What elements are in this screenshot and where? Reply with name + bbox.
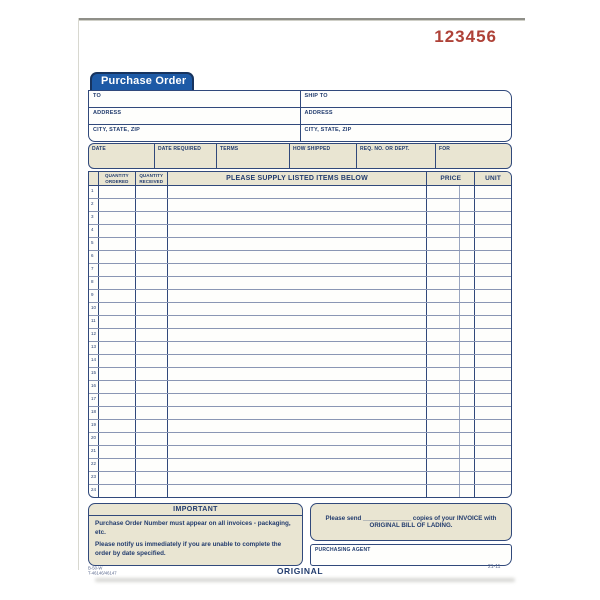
qty-received-cell bbox=[136, 420, 168, 432]
price-cell bbox=[427, 394, 475, 406]
qty-ordered-cell bbox=[99, 433, 136, 445]
qty-received-cell bbox=[136, 251, 168, 263]
row-number: 16 bbox=[89, 381, 99, 393]
unit-cell bbox=[475, 277, 511, 289]
unit-cell bbox=[475, 186, 511, 198]
table-row bbox=[89, 303, 511, 316]
unit-cell bbox=[475, 446, 511, 458]
price-cell bbox=[427, 329, 475, 341]
price-cents-divider bbox=[459, 472, 460, 484]
unit-cell bbox=[475, 316, 511, 328]
important-title: IMPORTANT bbox=[89, 504, 302, 516]
qty-received-cell bbox=[136, 342, 168, 354]
price-cents-divider bbox=[459, 199, 460, 211]
qty-received-cell bbox=[136, 238, 168, 250]
qty-ordered-cell bbox=[99, 368, 136, 380]
price-cell bbox=[427, 290, 475, 302]
qty-ordered-cell bbox=[99, 316, 136, 328]
paper-top-edge-highlight bbox=[78, 20, 525, 21]
item-description-cell bbox=[168, 407, 428, 419]
table-row bbox=[89, 381, 511, 394]
date-required-field: DATE REQUIRED bbox=[155, 144, 217, 168]
unit-cell bbox=[475, 485, 511, 497]
item-description-cell bbox=[168, 290, 428, 302]
price-cents-divider bbox=[459, 342, 460, 354]
row-number: 14 bbox=[89, 355, 99, 367]
item-description-cell bbox=[168, 472, 428, 484]
unit-cell bbox=[475, 368, 511, 380]
table-row bbox=[89, 186, 511, 199]
row-number: 4 bbox=[89, 225, 99, 237]
item-description-cell bbox=[168, 225, 428, 237]
table-row bbox=[89, 368, 511, 381]
item-description-cell bbox=[168, 251, 428, 263]
price-cents-divider bbox=[459, 355, 460, 367]
ship-to-field: SHIP TO bbox=[301, 91, 512, 108]
row-number: 23 bbox=[89, 472, 99, 484]
row-number: 21 bbox=[89, 446, 99, 458]
unit-cell bbox=[475, 342, 511, 354]
qty-received-cell bbox=[136, 186, 168, 198]
qty-received-cell bbox=[136, 277, 168, 289]
unit-header: UNIT bbox=[485, 175, 502, 182]
qty-ordered-cell bbox=[99, 459, 136, 471]
unit-cell bbox=[475, 264, 511, 276]
price-cents-divider bbox=[459, 290, 460, 302]
table-row bbox=[89, 264, 511, 277]
unit-cell bbox=[475, 303, 511, 315]
ship-address-field: ADDRESS bbox=[301, 108, 512, 125]
table-row bbox=[89, 342, 511, 355]
price-cell bbox=[427, 199, 475, 211]
unit-cell bbox=[475, 212, 511, 224]
price-cell bbox=[427, 225, 475, 237]
qty-ordered-cell bbox=[99, 420, 136, 432]
price-cell bbox=[427, 251, 475, 263]
item-description-cell bbox=[168, 368, 428, 380]
price-cell bbox=[427, 264, 475, 276]
table-row bbox=[89, 251, 511, 264]
price-cell bbox=[427, 355, 475, 367]
price-cents-divider bbox=[459, 368, 460, 380]
row-number: 7 bbox=[89, 264, 99, 276]
copy-designation: ORIGINAL bbox=[276, 566, 324, 576]
unit-cell bbox=[475, 381, 511, 393]
paper-bottom-shadow bbox=[95, 578, 515, 582]
important-line-2: Please notify us immediately if you are unable to complete the order by date specified. bbox=[95, 541, 282, 558]
price-cents-divider bbox=[459, 251, 460, 263]
page-title: Purchase Order bbox=[90, 72, 194, 91]
row-number: 24 bbox=[89, 485, 99, 497]
price-cents-divider bbox=[459, 264, 460, 276]
item-description-cell bbox=[168, 238, 428, 250]
price-cell bbox=[427, 186, 475, 198]
qty-ordered-cell bbox=[99, 472, 136, 484]
price-cents-divider bbox=[459, 212, 460, 224]
price-cell bbox=[427, 238, 475, 250]
item-description-cell bbox=[168, 186, 428, 198]
qty-ordered-cell bbox=[99, 264, 136, 276]
unit-cell bbox=[475, 329, 511, 341]
qty-received-cell bbox=[136, 407, 168, 419]
qty-received-cell bbox=[136, 368, 168, 380]
price-cell bbox=[427, 420, 475, 432]
unit-cell bbox=[475, 407, 511, 419]
qty-ordered-cell bbox=[99, 199, 136, 211]
qty-ordered-cell bbox=[99, 238, 136, 250]
price-cents-divider bbox=[459, 394, 460, 406]
item-description-cell bbox=[168, 446, 428, 458]
unit-cell bbox=[475, 238, 511, 250]
table-row bbox=[89, 212, 511, 225]
row-number: 22 bbox=[89, 459, 99, 471]
qty-ordered-cell bbox=[99, 251, 136, 263]
unit-cell bbox=[475, 420, 511, 432]
qty-ordered-cell bbox=[99, 407, 136, 419]
qty-received-cell bbox=[136, 199, 168, 211]
table-header bbox=[89, 172, 511, 186]
qty-ordered-cell bbox=[99, 212, 136, 224]
row-number: 11 bbox=[89, 316, 99, 328]
row-number: 19 bbox=[89, 420, 99, 432]
city-state-zip-field: CITY, STATE, ZIP bbox=[93, 127, 140, 133]
item-description-cell bbox=[168, 342, 428, 354]
row-number: 12 bbox=[89, 329, 99, 341]
unit-cell bbox=[475, 251, 511, 263]
table-row bbox=[89, 394, 511, 407]
qty-received-cell bbox=[136, 329, 168, 341]
how-shipped-field: HOW SHIPPED bbox=[290, 144, 357, 168]
unit-cell bbox=[475, 225, 511, 237]
unit-cell bbox=[475, 355, 511, 367]
qty-received-cell bbox=[136, 264, 168, 276]
price-cents-divider bbox=[459, 186, 460, 198]
row-number: 15 bbox=[89, 368, 99, 380]
qty-ordered-cell bbox=[99, 303, 136, 315]
qty-received-cell bbox=[136, 212, 168, 224]
price-cell bbox=[427, 316, 475, 328]
row-number: 10 bbox=[89, 303, 99, 315]
qty-received-cell bbox=[136, 485, 168, 497]
item-description-cell bbox=[168, 459, 428, 471]
price-cents-divider bbox=[459, 329, 460, 341]
unit-cell bbox=[475, 433, 511, 445]
price-cents-divider bbox=[459, 381, 460, 393]
to-field: TO bbox=[89, 91, 300, 108]
row-number: 6 bbox=[89, 251, 99, 263]
row-number: 20 bbox=[89, 433, 99, 445]
qty-received-header: QUANTITY RECEIVED bbox=[136, 172, 168, 185]
qty-received-cell bbox=[136, 394, 168, 406]
qty-received-cell bbox=[136, 355, 168, 367]
price-cents-divider bbox=[459, 420, 460, 432]
qty-ordered-cell bbox=[99, 225, 136, 237]
req-no-dept-field: REQ. NO. OR DEPT. bbox=[357, 144, 436, 168]
price-cell bbox=[427, 381, 475, 393]
address-block bbox=[88, 90, 512, 142]
price-cell bbox=[427, 342, 475, 354]
qty-ordered-cell bbox=[99, 355, 136, 367]
qty-ordered-header: QUANTITY ORDERED bbox=[99, 172, 136, 185]
table-body bbox=[89, 186, 511, 497]
item-description-cell bbox=[168, 433, 428, 445]
table-row bbox=[89, 238, 511, 251]
price-header: PRICE bbox=[427, 172, 475, 185]
for-field: FOR bbox=[439, 146, 451, 152]
qty-ordered-cell bbox=[99, 290, 136, 302]
paper-left-edge bbox=[78, 18, 79, 570]
price-cell bbox=[427, 446, 475, 458]
price-cell bbox=[427, 368, 475, 380]
price-cell bbox=[427, 472, 475, 484]
item-description-cell bbox=[168, 212, 428, 224]
qty-ordered-cell bbox=[99, 186, 136, 198]
footer-right-code: 21-11 bbox=[488, 564, 501, 570]
important-line-1: Purchase Order Number must appear on all invoices - packaging, etc. bbox=[95, 520, 291, 537]
price-cents-divider bbox=[459, 446, 460, 458]
row-number: 17 bbox=[89, 394, 99, 406]
qty-received-cell bbox=[136, 446, 168, 458]
qty-received-cell bbox=[136, 225, 168, 237]
price-cell bbox=[427, 212, 475, 224]
price-cents-divider bbox=[459, 459, 460, 471]
table-row bbox=[89, 277, 511, 290]
row-number: 1 bbox=[89, 186, 99, 198]
qty-ordered-cell bbox=[99, 277, 136, 289]
important-box bbox=[88, 503, 303, 566]
form-number: 123456 bbox=[434, 27, 497, 46]
price-cell bbox=[427, 485, 475, 497]
price-cell bbox=[427, 303, 475, 315]
price-cents-divider bbox=[459, 316, 460, 328]
purchasing-agent-field: PURCHASING AGENT bbox=[310, 544, 512, 566]
row-number: 13 bbox=[89, 342, 99, 354]
order-detail-row bbox=[88, 143, 512, 169]
row-number: 9 bbox=[89, 290, 99, 302]
table-row bbox=[89, 446, 511, 459]
table-row bbox=[89, 472, 511, 485]
price-cents-divider bbox=[459, 303, 460, 315]
unit-cell bbox=[475, 199, 511, 211]
price-cell bbox=[427, 277, 475, 289]
qty-ordered-cell bbox=[99, 342, 136, 354]
item-description-cell bbox=[168, 394, 428, 406]
row-number: 2 bbox=[89, 199, 99, 211]
qty-received-cell bbox=[136, 472, 168, 484]
table-row bbox=[89, 225, 511, 238]
item-description-cell bbox=[168, 303, 428, 315]
price-cents-divider bbox=[459, 485, 460, 497]
qty-received-cell bbox=[136, 303, 168, 315]
address-field: ADDRESS bbox=[89, 108, 300, 125]
footer-left-code: B-50-W T-46146/46147 bbox=[88, 566, 117, 577]
price-cell bbox=[427, 433, 475, 445]
price-cents-divider bbox=[459, 238, 460, 250]
qty-received-cell bbox=[136, 290, 168, 302]
bill-to-column bbox=[89, 91, 301, 141]
item-description-cell bbox=[168, 264, 428, 276]
row-number: 8 bbox=[89, 277, 99, 289]
item-description-cell bbox=[168, 355, 428, 367]
row-number: 18 bbox=[89, 407, 99, 419]
item-description-cell bbox=[168, 316, 428, 328]
item-description-cell bbox=[168, 485, 428, 497]
date-field: DATE bbox=[89, 144, 155, 168]
table-row bbox=[89, 407, 511, 420]
price-cell bbox=[427, 459, 475, 471]
row-number: 3 bbox=[89, 212, 99, 224]
price-cell bbox=[427, 407, 475, 419]
qty-ordered-cell bbox=[99, 394, 136, 406]
items-table bbox=[88, 171, 512, 498]
qty-received-cell bbox=[136, 316, 168, 328]
row-number-header bbox=[89, 172, 99, 185]
qty-received-cell bbox=[136, 381, 168, 393]
item-description-cell bbox=[168, 199, 428, 211]
table-row bbox=[89, 459, 511, 472]
unit-cell bbox=[475, 459, 511, 471]
unit-cell bbox=[475, 394, 511, 406]
qty-ordered-cell bbox=[99, 485, 136, 497]
item-description-cell bbox=[168, 329, 428, 341]
unit-cell bbox=[475, 472, 511, 484]
item-description-cell bbox=[168, 420, 428, 432]
ship-to-column bbox=[301, 91, 512, 141]
table-row bbox=[89, 485, 511, 497]
qty-ordered-cell bbox=[99, 446, 136, 458]
terms-field: TERMS bbox=[217, 144, 290, 168]
price-cents-divider bbox=[459, 407, 460, 419]
price-cents-divider bbox=[459, 225, 460, 237]
table-row bbox=[89, 199, 511, 212]
qty-received-cell bbox=[136, 459, 168, 471]
item-description-cell bbox=[168, 381, 428, 393]
table-row bbox=[89, 316, 511, 329]
invoice-note-box: Please send ______________ copies of your INVOICE with ORIGINAL BILL OF LADING. bbox=[310, 503, 512, 541]
row-number: 5 bbox=[89, 238, 99, 250]
qty-received-cell bbox=[136, 433, 168, 445]
item-description-cell bbox=[168, 277, 428, 289]
table-row bbox=[89, 433, 511, 446]
table-row bbox=[89, 420, 511, 433]
table-row bbox=[89, 355, 511, 368]
table-row bbox=[89, 329, 511, 342]
qty-ordered-cell bbox=[99, 329, 136, 341]
unit-cell bbox=[475, 290, 511, 302]
important-text bbox=[89, 516, 302, 559]
ship-city-state-zip-field: CITY, STATE, ZIP bbox=[304, 127, 352, 133]
price-cents-divider bbox=[459, 277, 460, 289]
table-row bbox=[89, 290, 511, 303]
items-header: PLEASE SUPPLY LISTED ITEMS BELOW bbox=[168, 172, 428, 185]
price-cents-divider bbox=[459, 433, 460, 445]
qty-ordered-cell bbox=[99, 381, 136, 393]
